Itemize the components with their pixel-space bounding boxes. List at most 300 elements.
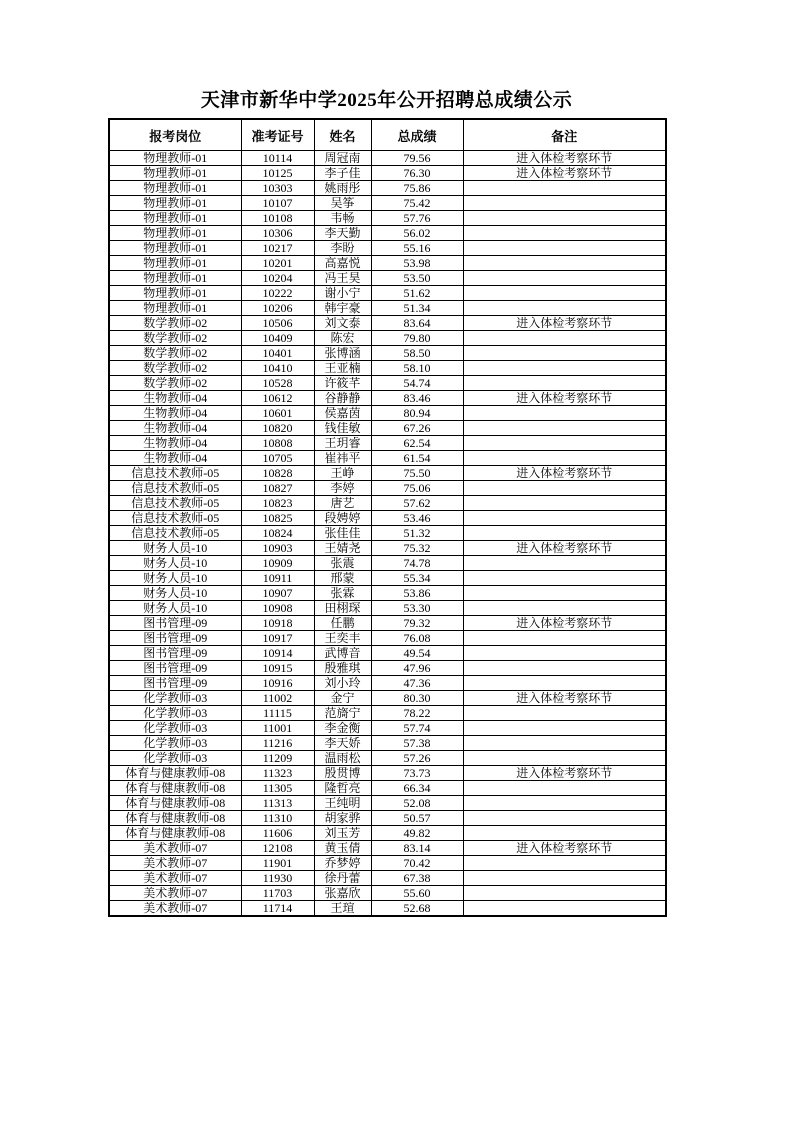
exam-no-cell: 10217: [241, 241, 314, 256]
remark-cell: [463, 811, 666, 826]
name-cell: 吴筝: [314, 196, 371, 211]
position-cell: 物理教师-01: [109, 241, 241, 256]
name-cell: 崔祎平: [314, 451, 371, 466]
table-row: [109, 751, 666, 766]
exam-no-cell: 11323: [241, 766, 314, 781]
table-row: [109, 796, 666, 811]
exam-no-cell: 11216: [241, 736, 314, 751]
position-cell: 生物教师-04: [109, 391, 241, 406]
position-cell: 体育与健康教师-08: [109, 826, 241, 841]
position-cell: 美术教师-07: [109, 901, 241, 917]
position-cell: 化学教师-03: [109, 706, 241, 721]
name-cell: 姚雨彤: [314, 181, 371, 196]
table-row: [109, 271, 666, 286]
table-row: [109, 571, 666, 586]
score-cell: 47.96: [371, 661, 463, 676]
remark-cell: [463, 796, 666, 811]
remark-cell: 进入体检考察环节: [463, 166, 666, 181]
remark-cell: 进入体检考察环节: [463, 841, 666, 856]
table-row: [109, 166, 666, 181]
name-cell: 殷雅琪: [314, 661, 371, 676]
score-cell: 58.50: [371, 346, 463, 361]
remark-cell: [463, 196, 666, 211]
remark-cell: [463, 526, 666, 541]
remark-cell: [463, 571, 666, 586]
exam-no-cell: 10917: [241, 631, 314, 646]
table-row: [109, 436, 666, 451]
remark-cell: [463, 241, 666, 256]
score-cell: 58.10: [371, 361, 463, 376]
exam-no-cell: 10907: [241, 586, 314, 601]
exam-no-cell: 10108: [241, 211, 314, 226]
position-cell: 图书管理-09: [109, 676, 241, 691]
name-cell: 陈宏: [314, 331, 371, 346]
exam-no-cell: 11703: [241, 886, 314, 901]
table-row: [109, 196, 666, 211]
exam-no-cell: 10823: [241, 496, 314, 511]
name-cell: 李婷: [314, 481, 371, 496]
score-cell: 55.60: [371, 886, 463, 901]
table-row: [109, 391, 666, 406]
exam-no-cell: 10820: [241, 421, 314, 436]
score-cell: 73.73: [371, 766, 463, 781]
col-header-exam-no: 准考证号: [241, 119, 314, 151]
position-cell: 数学教师-02: [109, 316, 241, 331]
name-cell: 韦畅: [314, 211, 371, 226]
table-header-row: [109, 119, 666, 151]
exam-no-cell: 10909: [241, 556, 314, 571]
name-cell: 李天勤: [314, 226, 371, 241]
position-cell: 图书管理-09: [109, 631, 241, 646]
position-cell: 生物教师-04: [109, 436, 241, 451]
table-row: [109, 901, 666, 917]
score-cell: 52.68: [371, 901, 463, 917]
score-cell: 78.22: [371, 706, 463, 721]
position-cell: 信息技术教师-05: [109, 481, 241, 496]
table-row: [109, 226, 666, 241]
score-cell: 75.86: [371, 181, 463, 196]
table-row: [109, 871, 666, 886]
position-cell: 生物教师-04: [109, 421, 241, 436]
name-cell: 王奕丰: [314, 631, 371, 646]
exam-no-cell: 10506: [241, 316, 314, 331]
exam-no-cell: 10908: [241, 601, 314, 616]
position-cell: 图书管理-09: [109, 646, 241, 661]
name-cell: 周冠南: [314, 151, 371, 166]
score-cell: 75.06: [371, 481, 463, 496]
table-row: [109, 451, 666, 466]
remark-cell: [463, 631, 666, 646]
score-cell: 53.50: [371, 271, 463, 286]
table-row: [109, 781, 666, 796]
remark-cell: [463, 586, 666, 601]
remark-cell: [463, 511, 666, 526]
score-cell: 53.86: [371, 586, 463, 601]
table-row: [109, 691, 666, 706]
exam-no-cell: 11930: [241, 871, 314, 886]
name-cell: 金宁: [314, 691, 371, 706]
table-row: [109, 346, 666, 361]
name-cell: 谢小宁: [314, 286, 371, 301]
name-cell: 张震: [314, 556, 371, 571]
score-cell: 79.56: [371, 151, 463, 166]
exam-no-cell: 11901: [241, 856, 314, 871]
exam-no-cell: 11310: [241, 811, 314, 826]
name-cell: 范旖宁: [314, 706, 371, 721]
position-cell: 物理教师-01: [109, 256, 241, 271]
remark-cell: [463, 481, 666, 496]
score-cell: 55.34: [371, 571, 463, 586]
remark-cell: 进入体检考察环节: [463, 151, 666, 166]
position-cell: 物理教师-01: [109, 211, 241, 226]
exam-no-cell: 10808: [241, 436, 314, 451]
name-cell: 谷静静: [314, 391, 371, 406]
exam-no-cell: 10911: [241, 571, 314, 586]
col-header-name: 姓名: [314, 119, 371, 151]
table-row: [109, 646, 666, 661]
score-cell: 49.54: [371, 646, 463, 661]
position-cell: 财务人员-10: [109, 556, 241, 571]
table-row: [109, 421, 666, 436]
table-row: [109, 316, 666, 331]
name-cell: 王玥睿: [314, 436, 371, 451]
name-cell: 邢蒙: [314, 571, 371, 586]
remark-cell: [463, 211, 666, 226]
position-cell: 物理教师-01: [109, 271, 241, 286]
table-row: [109, 616, 666, 631]
remark-cell: [463, 496, 666, 511]
remark-cell: [463, 346, 666, 361]
table-row: [109, 541, 666, 556]
position-cell: 图书管理-09: [109, 616, 241, 631]
position-cell: 体育与健康教师-08: [109, 811, 241, 826]
position-cell: 财务人员-10: [109, 541, 241, 556]
table-row: [109, 721, 666, 736]
name-cell: 张博涵: [314, 346, 371, 361]
exam-no-cell: 10206: [241, 301, 314, 316]
score-cell: 80.94: [371, 406, 463, 421]
table-row: [109, 526, 666, 541]
remark-cell: [463, 421, 666, 436]
position-cell: 体育与健康教师-08: [109, 766, 241, 781]
table-row: [109, 706, 666, 721]
remark-cell: [463, 406, 666, 421]
position-cell: 信息技术教师-05: [109, 466, 241, 481]
score-cell: 75.42: [371, 196, 463, 211]
position-cell: 化学教师-03: [109, 721, 241, 736]
position-cell: 化学教师-03: [109, 691, 241, 706]
exam-no-cell: 10918: [241, 616, 314, 631]
score-cell: 83.64: [371, 316, 463, 331]
remark-cell: [463, 331, 666, 346]
name-cell: 李天娇: [314, 736, 371, 751]
score-cell: 53.30: [371, 601, 463, 616]
score-cell: 75.32: [371, 541, 463, 556]
remark-cell: 进入体检考察环节: [463, 316, 666, 331]
exam-no-cell: 11313: [241, 796, 314, 811]
score-cell: 83.46: [371, 391, 463, 406]
position-cell: 物理教师-01: [109, 181, 241, 196]
table-row: [109, 631, 666, 646]
exam-no-cell: 10914: [241, 646, 314, 661]
position-cell: 生物教师-04: [109, 451, 241, 466]
exam-no-cell: 10827: [241, 481, 314, 496]
position-cell: 美术教师-07: [109, 886, 241, 901]
exam-no-cell: 10125: [241, 166, 314, 181]
table-row: [109, 676, 666, 691]
remark-cell: [463, 886, 666, 901]
table-row: [109, 496, 666, 511]
position-cell: 美术教师-07: [109, 871, 241, 886]
exam-no-cell: 11305: [241, 781, 314, 796]
exam-no-cell: 11002: [241, 691, 314, 706]
remark-cell: [463, 301, 666, 316]
score-cell: 76.08: [371, 631, 463, 646]
name-cell: 张佳佳: [314, 526, 371, 541]
position-cell: 体育与健康教师-08: [109, 796, 241, 811]
table-row: [109, 856, 666, 871]
exam-no-cell: 11115: [241, 706, 314, 721]
position-cell: 图书管理-09: [109, 661, 241, 676]
table-row: [109, 406, 666, 421]
exam-no-cell: 11714: [241, 901, 314, 917]
name-cell: 唐艺: [314, 496, 371, 511]
position-cell: 数学教师-02: [109, 346, 241, 361]
name-cell: 钱佳敏: [314, 421, 371, 436]
name-cell: 田栩琛: [314, 601, 371, 616]
exam-no-cell: 10903: [241, 541, 314, 556]
remark-cell: [463, 826, 666, 841]
table-row: [109, 361, 666, 376]
name-cell: 王峥: [314, 466, 371, 481]
score-cell: 49.82: [371, 826, 463, 841]
exam-no-cell: 10528: [241, 376, 314, 391]
position-cell: 物理教师-01: [109, 286, 241, 301]
exam-no-cell: 10828: [241, 466, 314, 481]
name-cell: 刘玉芳: [314, 826, 371, 841]
name-cell: 李金衡: [314, 721, 371, 736]
score-cell: 53.98: [371, 256, 463, 271]
exam-no-cell: 12108: [241, 841, 314, 856]
table-row: [109, 331, 666, 346]
remark-cell: [463, 376, 666, 391]
position-cell: 数学教师-02: [109, 331, 241, 346]
table-row: [109, 556, 666, 571]
position-cell: 财务人员-10: [109, 601, 241, 616]
remark-cell: 进入体检考察环节: [463, 766, 666, 781]
results-table-body: [109, 151, 666, 917]
exam-no-cell: 10401: [241, 346, 314, 361]
col-header-position: 报考岗位: [109, 119, 241, 151]
position-cell: 信息技术教师-05: [109, 511, 241, 526]
table-row: [109, 736, 666, 751]
name-cell: 张霖: [314, 586, 371, 601]
name-cell: 王纯明: [314, 796, 371, 811]
exam-no-cell: 10916: [241, 676, 314, 691]
remark-cell: [463, 706, 666, 721]
name-cell: 殷贯博: [314, 766, 371, 781]
position-cell: 信息技术教师-05: [109, 496, 241, 511]
score-cell: 83.14: [371, 841, 463, 856]
score-cell: 51.34: [371, 301, 463, 316]
table-row: [109, 211, 666, 226]
table-row: [109, 886, 666, 901]
remark-cell: [463, 856, 666, 871]
exam-no-cell: 10303: [241, 181, 314, 196]
col-header-remark: 备注: [463, 119, 666, 151]
exam-no-cell: 10612: [241, 391, 314, 406]
table-row: [109, 256, 666, 271]
exam-no-cell: 10114: [241, 151, 314, 166]
score-cell: 56.02: [371, 226, 463, 241]
score-cell: 53.46: [371, 511, 463, 526]
exam-no-cell: 11001: [241, 721, 314, 736]
remark-cell: [463, 361, 666, 376]
name-cell: 高嘉悦: [314, 256, 371, 271]
score-cell: 75.50: [371, 466, 463, 481]
table-row: [109, 601, 666, 616]
table-row: [109, 181, 666, 196]
table-row: [109, 811, 666, 826]
name-cell: 刘文泰: [314, 316, 371, 331]
position-cell: 化学教师-03: [109, 736, 241, 751]
remark-cell: [463, 661, 666, 676]
score-cell: 79.80: [371, 331, 463, 346]
score-cell: 57.26: [371, 751, 463, 766]
score-cell: 50.57: [371, 811, 463, 826]
score-cell: 57.74: [371, 721, 463, 736]
position-cell: 财务人员-10: [109, 571, 241, 586]
score-cell: 66.34: [371, 781, 463, 796]
position-cell: 美术教师-07: [109, 841, 241, 856]
score-cell: 51.32: [371, 526, 463, 541]
remark-cell: [463, 901, 666, 917]
name-cell: 乔梦婷: [314, 856, 371, 871]
remark-cell: 进入体检考察环节: [463, 541, 666, 556]
name-cell: 温雨松: [314, 751, 371, 766]
remark-cell: [463, 601, 666, 616]
exam-no-cell: 10410: [241, 361, 314, 376]
remark-cell: 进入体检考察环节: [463, 616, 666, 631]
score-cell: 67.38: [371, 871, 463, 886]
remark-cell: [463, 556, 666, 571]
name-cell: 冯王昊: [314, 271, 371, 286]
score-cell: 76.30: [371, 166, 463, 181]
exam-no-cell: 10705: [241, 451, 314, 466]
score-cell: 70.42: [371, 856, 463, 871]
exam-no-cell: 10201: [241, 256, 314, 271]
table-row: [109, 466, 666, 481]
name-cell: 李盼: [314, 241, 371, 256]
name-cell: 张嘉欣: [314, 886, 371, 901]
page-title: 天津市新华中学2025年公开招聘总成绩公示: [200, 90, 573, 111]
position-cell: 信息技术教师-05: [109, 526, 241, 541]
score-cell: 57.38: [371, 736, 463, 751]
remark-cell: 进入体检考察环节: [463, 466, 666, 481]
score-cell: 62.54: [371, 436, 463, 451]
table-row: [109, 301, 666, 316]
score-cell: 80.30: [371, 691, 463, 706]
position-cell: 物理教师-01: [109, 151, 241, 166]
col-header-score: 总成绩: [371, 119, 463, 151]
name-cell: 王婧尧: [314, 541, 371, 556]
exam-no-cell: 11606: [241, 826, 314, 841]
position-cell: 物理教师-01: [109, 226, 241, 241]
exam-no-cell: 10409: [241, 331, 314, 346]
remark-cell: [463, 751, 666, 766]
results-table: [108, 118, 667, 917]
exam-no-cell: 10824: [241, 526, 314, 541]
exam-no-cell: 10222: [241, 286, 314, 301]
name-cell: 王瑄: [314, 901, 371, 917]
exam-no-cell: 10601: [241, 406, 314, 421]
table-row: [109, 511, 666, 526]
remark-cell: [463, 646, 666, 661]
position-cell: 物理教师-01: [109, 166, 241, 181]
name-cell: 胡家骅: [314, 811, 371, 826]
table-row: [109, 661, 666, 676]
table-row: [109, 241, 666, 256]
exam-no-cell: 10825: [241, 511, 314, 526]
exam-no-cell: 10204: [241, 271, 314, 286]
remark-cell: [463, 226, 666, 241]
position-cell: 化学教师-03: [109, 751, 241, 766]
position-cell: 数学教师-02: [109, 361, 241, 376]
remark-cell: [463, 181, 666, 196]
name-cell: 韩宇豪: [314, 301, 371, 316]
position-cell: 财务人员-10: [109, 586, 241, 601]
remark-cell: [463, 436, 666, 451]
remark-cell: [463, 271, 666, 286]
name-cell: 任鹏: [314, 616, 371, 631]
position-cell: 美术教师-07: [109, 856, 241, 871]
position-cell: 物理教师-01: [109, 196, 241, 211]
score-cell: 67.26: [371, 421, 463, 436]
exam-no-cell: 10915: [241, 661, 314, 676]
name-cell: 隆哲亮: [314, 781, 371, 796]
table-row: [109, 481, 666, 496]
remark-cell: [463, 256, 666, 271]
remark-cell: [463, 721, 666, 736]
score-cell: 47.36: [371, 676, 463, 691]
position-cell: 体育与健康教师-08: [109, 781, 241, 796]
remark-cell: [463, 451, 666, 466]
remark-cell: 进入体检考察环节: [463, 691, 666, 706]
score-cell: 54.74: [371, 376, 463, 391]
table-row: [109, 586, 666, 601]
remark-cell: [463, 676, 666, 691]
position-cell: 生物教师-04: [109, 406, 241, 421]
name-cell: 刘小玲: [314, 676, 371, 691]
score-cell: 51.62: [371, 286, 463, 301]
table-row: [109, 766, 666, 781]
remark-cell: [463, 871, 666, 886]
table-row: [109, 286, 666, 301]
score-cell: 52.08: [371, 796, 463, 811]
position-cell: 物理教师-01: [109, 301, 241, 316]
name-cell: 许筱芊: [314, 376, 371, 391]
name-cell: 武博音: [314, 646, 371, 661]
remark-cell: [463, 736, 666, 751]
score-cell: 61.54: [371, 451, 463, 466]
score-cell: 57.76: [371, 211, 463, 226]
name-cell: 段娉婷: [314, 511, 371, 526]
table-row: [109, 151, 666, 166]
name-cell: 侯嘉茵: [314, 406, 371, 421]
remark-cell: 进入体检考察环节: [463, 391, 666, 406]
name-cell: 李子佳: [314, 166, 371, 181]
score-cell: 55.16: [371, 241, 463, 256]
